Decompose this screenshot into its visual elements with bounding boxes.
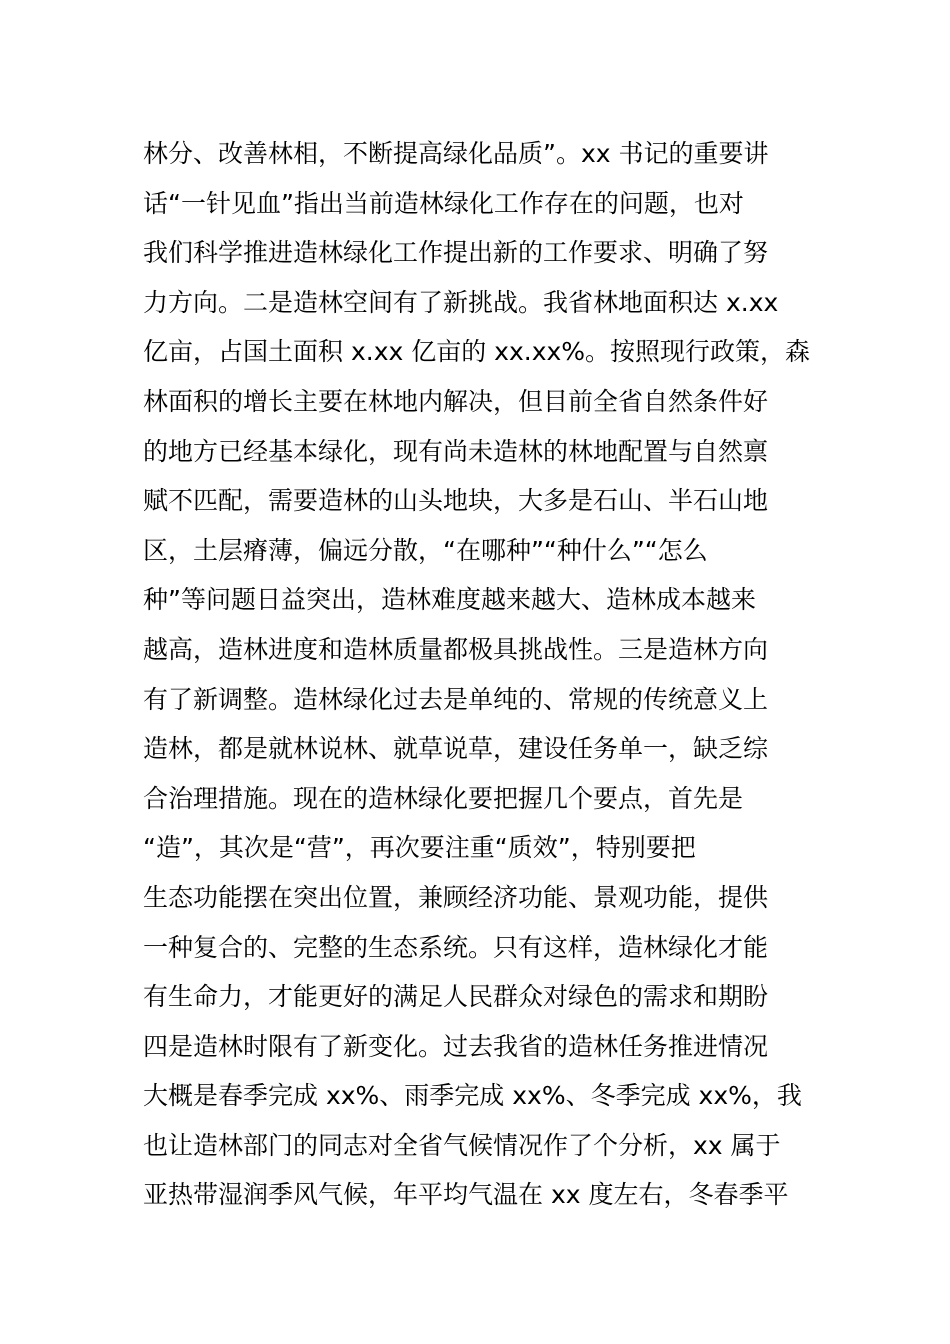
text-line: 我们科学推进造林绿化工作提出新的工作要求、明确了努 (143, 238, 769, 268)
text-line: 有了新调整。造林绿化过去是单纯的、常规的传统意义上 (143, 684, 769, 714)
text-line: 一种复合的、完整的生态系统。只有这样，造林绿化才能 (143, 932, 769, 962)
text-line: 的地方已经基本绿化，现有尚未造林的林地配置与自然禀 (143, 436, 769, 466)
text-line: 也让造林部门的同志对全省气候情况作了个分析，xx 属于 (143, 1130, 781, 1160)
text-line: 种”等问题日益突出，造林难度越来越大、造林成本越来 (143, 585, 756, 615)
text-line: 林分、改善林相，不断提高绿化品质”。xx 书记的重要讲 (143, 139, 769, 168)
text-line: “造”，其次是“营”，再次要注重“质效”，特别要把 (143, 833, 696, 863)
text-line: 赋不匹配，需要造林的山头地块，大多是石山、半石山地 (143, 486, 769, 516)
text-line: 大概是春季完成 xx%、雨季完成 xx%、冬季完成 xx%，我 (143, 1081, 802, 1111)
text-line: 亚热带湿润季风气候，年平均气温在 xx 度左右，冬春季平 (143, 1180, 789, 1210)
text-line: 四是造林时限有了新变化。过去我省的造林任务推进情况 (143, 1031, 769, 1061)
text-line: 越高，造林进度和造林质量都极具挑战性。三是造林方向 (143, 634, 769, 664)
text-line: 合治理措施。现在的造林绿化要把握几个要点，首先是 (143, 783, 744, 813)
text-line: 力方向。二是造林空间有了新挑战。我省林地面积达 x.xx (143, 287, 779, 317)
text-line: 有生命力，才能更好的满足人民群众对绿色的需求和期盼 (143, 982, 769, 1012)
text-line: 林面积的增长主要在林地内解决，但目前全省自然条件好 (143, 386, 769, 416)
text-line: 亿亩，占国土面积 x.xx 亿亩的 xx.xx%。按照现行政策，森 (143, 337, 811, 367)
text-line: 造林，都是就林说林、就草说草，建设任务单一，缺乏综 (143, 734, 769, 764)
text-line: 生态功能摆在突出位置，兼顾经济功能、景观功能，提供 (143, 882, 769, 912)
text-line: 区，土层瘠薄，偏远分散，“在哪种”“种什么”“怎么 (143, 535, 708, 565)
text-line: 话“一针见血”指出当前造林绿化工作存在的问题，也对 (143, 188, 744, 218)
body-text (143, 129, 823, 1220)
